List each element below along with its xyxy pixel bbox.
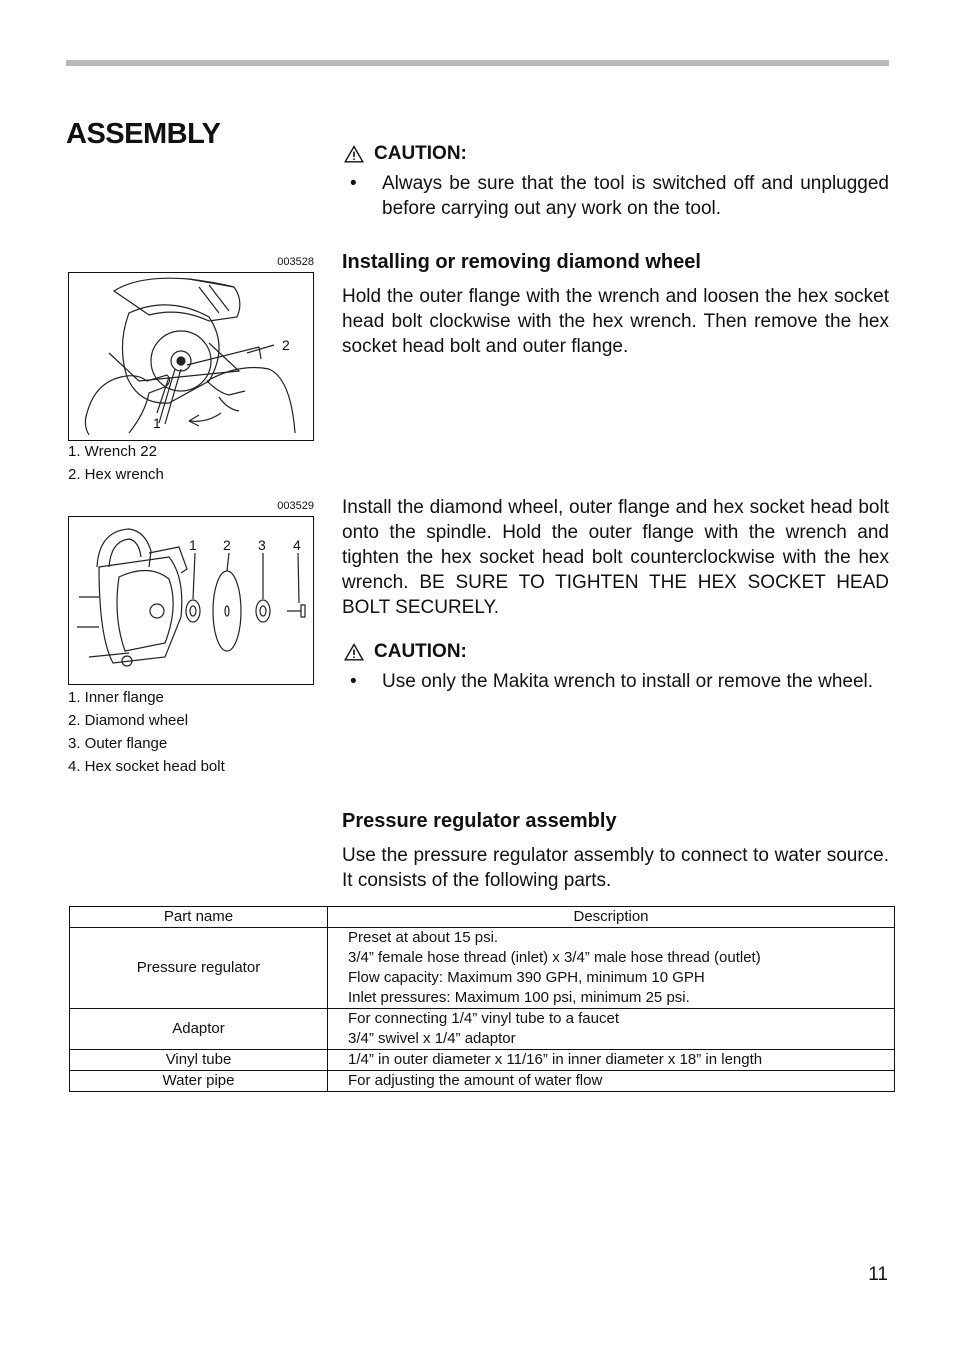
callout-4: 4 (293, 537, 301, 553)
caution-bullet (344, 171, 889, 221)
header-rule (66, 60, 889, 66)
part-name-cell: Adaptor (70, 1009, 328, 1050)
warning-triangle-icon (344, 145, 364, 163)
table-row (70, 928, 895, 1009)
bullet-dot: • (350, 671, 357, 692)
paragraph-pressure-regulator: Use the pressure regulator assembly to connect to water source. It consists of the following parts. (342, 845, 889, 891)
caution-text: Use only the Makita wrench to install or remove the wheel. (382, 671, 874, 692)
section-heading-diamond-wheel: Installing or removing diamond wheel (342, 251, 701, 273)
legend-item: 2. Diamond wheel (68, 712, 189, 729)
caution-label: CAUTION: (374, 143, 467, 164)
parts-table (69, 906, 895, 1092)
caution-heading (344, 143, 467, 165)
figure-wheel-parts-illustration (68, 516, 314, 685)
legend-item: 2. Hex wrench (68, 466, 164, 483)
legend-item: 4. Hex socket head bolt (68, 758, 225, 775)
page-title: ASSEMBLY (66, 118, 221, 150)
part-name-cell: Pressure regulator (70, 928, 328, 1009)
description-cell (328, 928, 895, 1009)
caution-heading (344, 641, 467, 663)
bullet-dot: • (350, 173, 357, 194)
legend-item: 1. Inner flange (68, 689, 164, 706)
caution-bullet (344, 669, 889, 694)
table-row (70, 1009, 895, 1050)
exploded-wheel-drawing (69, 517, 312, 683)
warning-triangle-icon (344, 643, 364, 661)
legend-item: 3. Outer flange (68, 735, 168, 752)
figure1-legend (68, 440, 164, 486)
part-name-cell: Water pipe (70, 1071, 328, 1092)
caution-label: CAUTION: (374, 641, 467, 662)
section-heading-pressure-regulator: Pressure regulator assembly (342, 810, 617, 832)
description-line: 3/4” female hose thread (inlet) x 3/4” male hose thread (outlet) (348, 949, 761, 966)
callout-2: 2 (282, 337, 290, 353)
description-line: Flow capacity: Maximum 390 GPH, minimum 10 GPH (348, 969, 705, 986)
description-line: For adjusting the amount of water flow (348, 1072, 603, 1089)
figure2-legend (68, 686, 225, 778)
legend-item: 1. Wrench 22 (68, 443, 157, 460)
callout-1: 1 (153, 415, 161, 431)
column-header: Description (328, 907, 895, 928)
table-header-row (70, 907, 895, 928)
description-line: For connecting 1/4” vinyl tube to a faucet (348, 1010, 619, 1027)
figure-code: 003529 (277, 500, 314, 512)
callout-1: 1 (189, 537, 197, 553)
description-cell (328, 1050, 895, 1071)
paragraph-remove-wheel: Hold the outer flange with the wrench and loosen the hex socket head bolt clockwise with the hex wrench. Then remove the hex socket head bolt and outer flange. (342, 286, 889, 357)
part-name-cell: Vinyl tube (70, 1050, 328, 1071)
description-line: Preset at about 15 psi. (348, 929, 499, 946)
page-number: 11 (868, 1264, 888, 1285)
figure-code: 003528 (277, 256, 314, 268)
description-line: 1/4” in outer diameter x 11/16” in inner diameter x 18” in length (348, 1051, 763, 1068)
description-cell (328, 1009, 895, 1050)
callout-3: 3 (258, 537, 266, 553)
description-line: 3/4” swivel x 1/4” adaptor (348, 1030, 516, 1047)
description-line: Inlet pressures: Maximum 100 psi, minimum 25 psi. (348, 989, 690, 1006)
column-header: Part name (70, 907, 328, 928)
description-cell (328, 1071, 895, 1092)
saw-wrench-drawing (69, 273, 312, 439)
paragraph-install-wheel: Install the diamond wheel, outer flange and hex socket head bolt onto the spindle. Hold the outer flange with the wrench and tighten the hex socket head bolt counterclockwise with the hex wrench. BE SURE TO TIGHTEN THE HEX SOCKET HEAD BOLT SECURELY. (342, 497, 889, 618)
callout-2: 2 (223, 537, 231, 553)
table-row (70, 1071, 895, 1092)
caution-text: Always be sure that the tool is switched off and unplugged before carrying out any work on the tool. (382, 173, 889, 219)
figure-wrench-illustration (68, 272, 314, 441)
table-row (70, 1050, 895, 1071)
